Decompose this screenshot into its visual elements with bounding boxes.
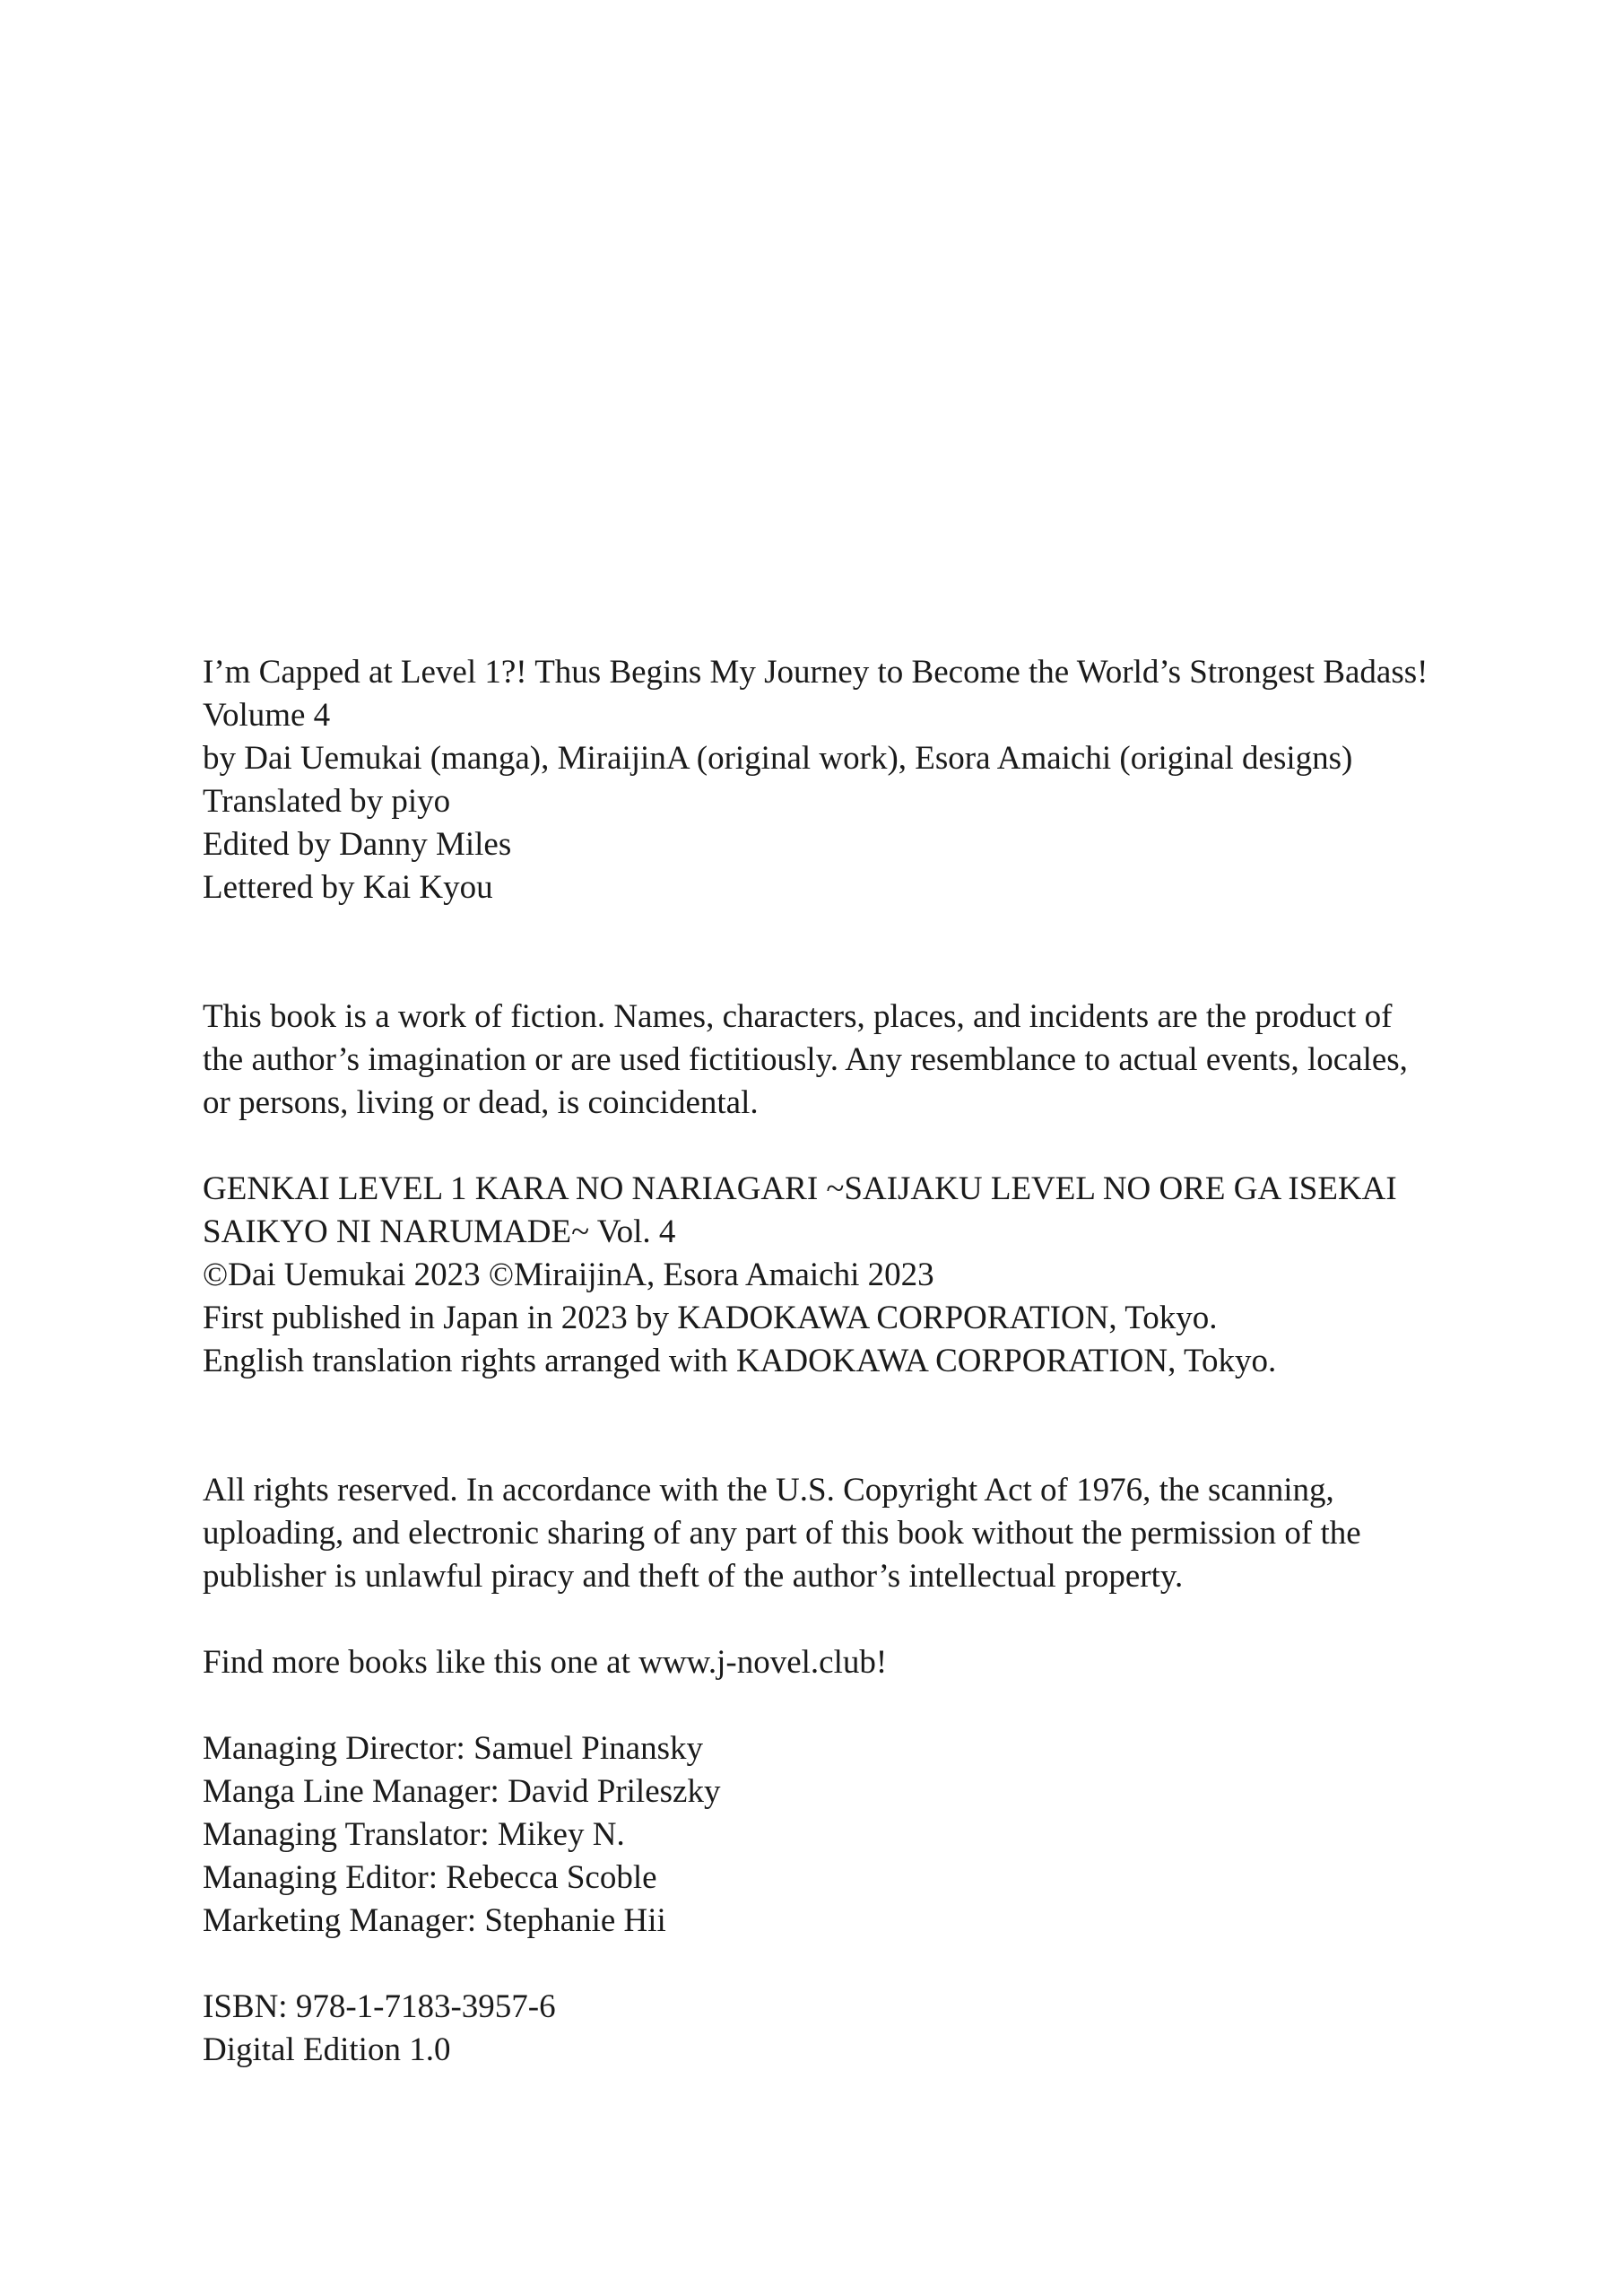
translation-rights-line: English translation rights arranged with KADOKAWA CORPORATION, Tokyo. <box>203 1343 1277 1379</box>
rights-line: uploading, and electronic sharing of any part of this book without the permission of the <box>203 1515 1361 1552</box>
website-block <box>203 1641 1494 1684</box>
staff-block <box>203 1727 1494 1943</box>
disclaimer-line: or persons, living or dead, is coincidental. <box>203 1084 759 1121</box>
edition-block <box>203 1986 1494 2072</box>
rights-reserved-block <box>203 1469 1494 1598</box>
translator-line: Translated by piyo <box>203 783 451 820</box>
rights-line: All rights reserved. In accordance with the U.S. Copyright Act of 1976, the scanning, <box>203 1472 1334 1509</box>
editor-line: Edited by Danny Miles <box>203 826 512 863</box>
publication-block <box>203 1297 1494 1383</box>
copyright-line: ©Dai Uemukai 2023 ©MiraijinA, Esora Amaichi 2023 <box>203 1257 934 1293</box>
series-title: I’m Capped at Level 1?! Thus Begins My Journey to Become the World’s Strongest Badass! <box>203 654 1428 691</box>
fiction-disclaimer <box>203 996 1494 1125</box>
disclaimer-line: This book is a work of fiction. Names, characters, places, and incidents are the product of <box>203 998 1393 1035</box>
staff-line: Marketing Manager: Stephanie Hii <box>203 1902 666 1939</box>
disclaimer-line: the author’s imagination or are used fictitiously. Any resemblance to actual events, locales, <box>203 1041 1408 1078</box>
digital-edition-line: Digital Edition 1.0 <box>203 2031 451 2068</box>
rights-line: publisher is unlawful piracy and theft of the author’s intellectual property. <box>203 1558 1184 1595</box>
credits-block <box>203 651 1494 909</box>
staff-line: Managing Translator: Mikey N. <box>203 1816 625 1853</box>
authors-line: by Dai Uemukai (manga), MiraijinA (original work), Esora Amaichi (original designs) <box>203 740 1353 777</box>
staff-line: Managing Editor: Rebecca Scoble <box>203 1859 657 1896</box>
staff-line: Manga Line Manager: David Prileszky <box>203 1773 721 1810</box>
website-line: Find more books like this one at www.j-novel.club! <box>203 1644 888 1681</box>
publication-line: First published in Japan in 2023 by KADOKAWA CORPORATION, Tokyo. <box>203 1300 1218 1336</box>
volume-label: Volume 4 <box>203 697 331 734</box>
original-title-block <box>203 1168 1494 1297</box>
letterer-line: Lettered by Kai Kyou <box>203 869 493 906</box>
isbn-line: ISBN: 978-1-7183-3957-6 <box>203 1988 556 2025</box>
original-title-line: SAIKYO NI NARUMADE~ Vol. 4 <box>203 1213 676 1250</box>
original-title-line: GENKAI LEVEL 1 KARA NO NARIAGARI ~SAIJAKU LEVEL NO ORE GA ISEKAI <box>203 1170 1397 1207</box>
staff-line: Managing Director: Samuel Pinansky <box>203 1730 703 1767</box>
